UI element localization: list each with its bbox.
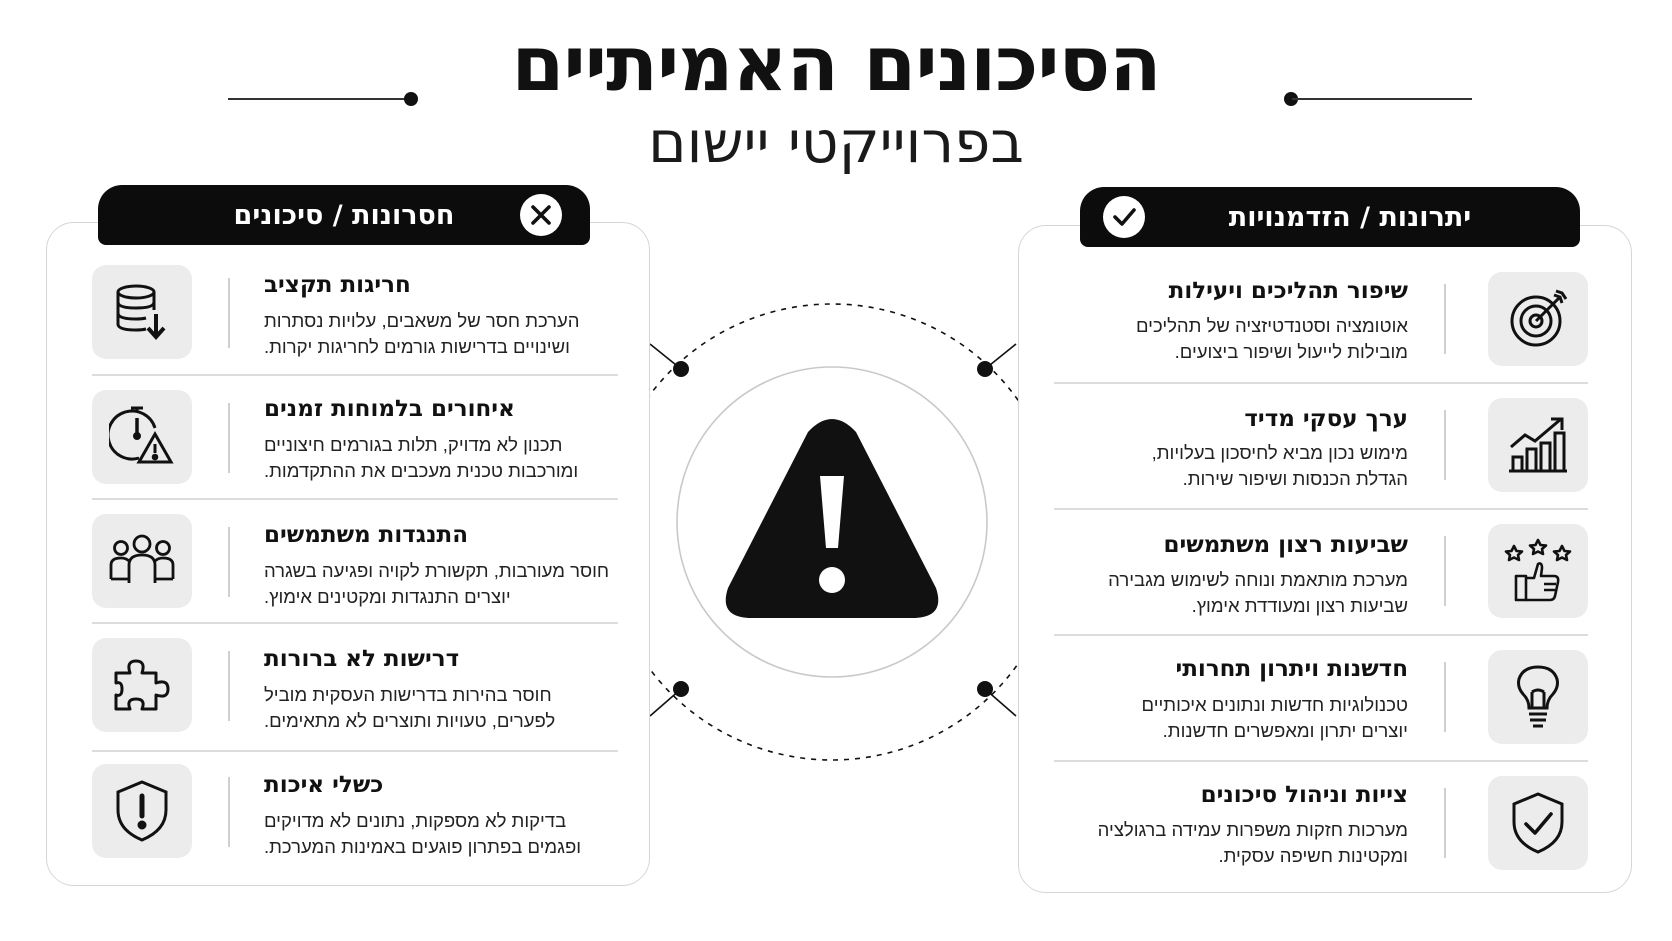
item-desc-line: מימוש נכון מביא לחיסכון בעלויות, (1151, 442, 1408, 463)
clock-warning-icon (92, 390, 192, 484)
item-desc-line: מערכות חזקות משפרות עמידה ברגולציה (1097, 819, 1408, 840)
item-title: איחורים בלמוחות זמנים (264, 396, 515, 422)
item-title: שיפור תהליכים ויעילות (1168, 278, 1408, 304)
item-title: דרישות לא ברורות (264, 646, 460, 672)
shield-check-icon (1488, 776, 1588, 870)
item-desc-line: לפערים, טעויות ותוצרים לא מתאימים. (264, 710, 556, 731)
shield-alert-icon (92, 764, 192, 858)
users-group-icon (92, 514, 192, 608)
item-title: חריגות תקציב (264, 272, 411, 298)
item-divider (1054, 760, 1588, 762)
item-separator (1444, 536, 1446, 606)
growth-chart-icon (1488, 398, 1588, 492)
item-separator (1444, 662, 1446, 732)
lightbulb-icon (1488, 650, 1588, 744)
item-divider (92, 750, 618, 752)
item-title: התנגדות משתמשים (264, 522, 469, 548)
item-divider (92, 498, 618, 500)
item-desc-line: אוטומציה וסטנדטיזציה של תהליכים (1136, 315, 1408, 336)
item-separator (228, 278, 230, 348)
item-separator (228, 527, 230, 597)
item-divider (1054, 508, 1588, 510)
item-desc-line: ופגמים בפתרון פוגעים באמינות המערכת. (264, 836, 582, 857)
item-desc-line: מערכת מותאמת ונוחה לשימוש מגבירה (1108, 569, 1408, 590)
item-divider (1054, 634, 1588, 636)
item-desc-line: בדיקות לא מספקות, נתונים לא מדויקים (264, 810, 567, 831)
title-divider-left (228, 98, 408, 100)
check-circle-icon (1103, 196, 1145, 238)
item-desc-line: הערכת חסר של משאבים, עלויות נסתרות (264, 310, 580, 331)
item-title: שביעות רצון משתמשים (1163, 532, 1408, 558)
item-desc-line: יוצרים התנגדות ומקטינים אימוץ. (264, 586, 511, 607)
center-warning-graphic (640, 290, 1032, 774)
item-title: כשלי איכות (264, 772, 384, 798)
page-title: הסיכונים האמיתיים (511, 19, 1161, 108)
item-desc-line: הגדלת הכנסות ושיפור שירות. (1182, 468, 1408, 489)
item-separator (1444, 410, 1446, 480)
title-divider-right (1292, 98, 1472, 100)
item-title: צייות וניהול סיכונים (1200, 782, 1408, 808)
item-desc-line: ומקטינות חשיפה עסקית. (1218, 845, 1408, 866)
target-arrow-icon (1488, 272, 1588, 366)
item-desc-line: חוסר בהירות בדרישות העסקית מוביל (264, 684, 552, 705)
item-desc-line: יוצרים יתרון ומאפשרים חדשנות. (1162, 720, 1408, 741)
item-separator (228, 777, 230, 847)
item-divider (1054, 382, 1588, 384)
item-desc-line: טכנולוגיות חדשות ונתונים איכותיים (1141, 694, 1408, 715)
item-desc-line: חוסר מעורבות, תקשורת לקויה ופגיעה בשגרה (264, 560, 610, 581)
item-desc-line: תכנון לא מדויק, תלות בגורמים חיצוניים (264, 434, 563, 455)
disadvantages-header (98, 185, 590, 245)
advantages-header (1080, 187, 1580, 247)
title-divider-left-dot (404, 92, 418, 106)
item-separator (228, 403, 230, 473)
item-desc-line: ושינויים בדרישות גורמים לחריגות יקרות. (264, 336, 570, 357)
item-desc-line: ומורכבות טכנית מעכבים את ההתקדמות. (264, 460, 579, 481)
item-separator (228, 651, 230, 721)
x-circle-icon (520, 194, 562, 236)
item-title: חדשנות ויתרון תחרותי (1175, 656, 1408, 682)
item-desc-line: מובילות לייעול ושיפור ביצועים. (1174, 341, 1408, 362)
item-title: ערך עסקי מדיד (1244, 406, 1408, 432)
thumbs-up-stars-icon (1488, 524, 1588, 618)
item-separator (1444, 284, 1446, 354)
page-subtitle: בפרוייקטי יישום (648, 108, 1024, 176)
advantages-label: יתרונות / הזדמנויות (1228, 201, 1472, 233)
puzzle-piece-icon (92, 638, 192, 732)
item-divider (92, 374, 618, 376)
item-divider (92, 622, 618, 624)
item-desc-line: שביעות רצון ומעודדת אימוץ. (1191, 595, 1408, 616)
disadvantages-label: חסרונות / סיכונים (233, 199, 455, 231)
database-download-icon (92, 265, 192, 359)
item-separator (1444, 788, 1446, 858)
